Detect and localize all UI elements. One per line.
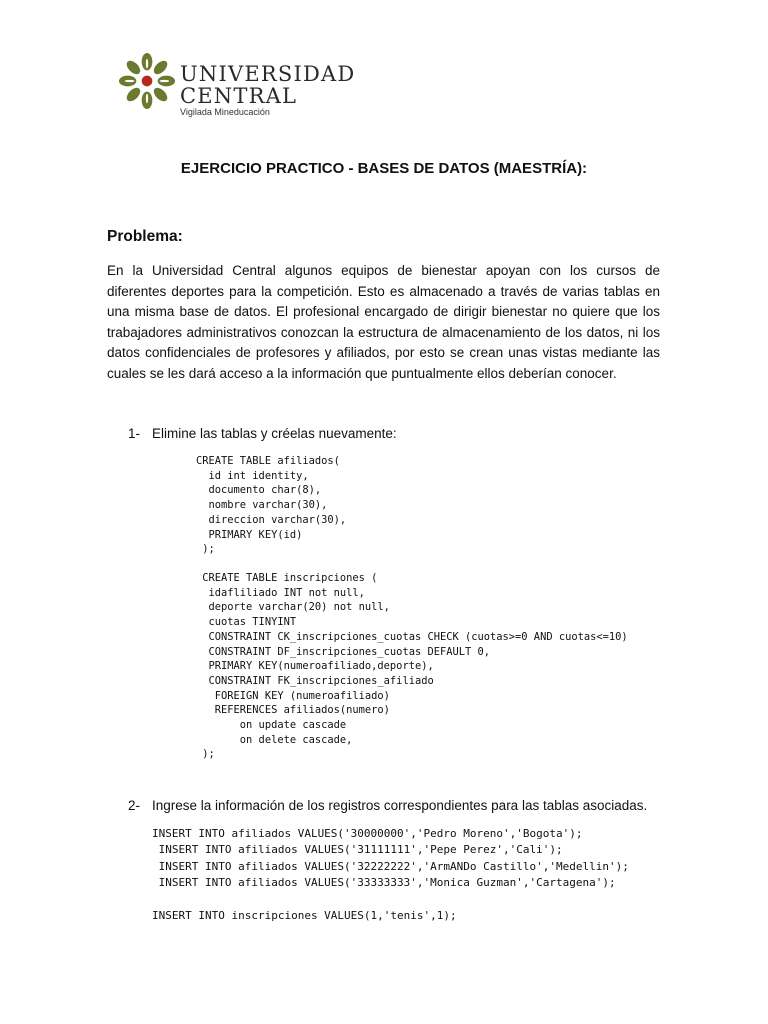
step-number: 1-	[128, 426, 141, 441]
step-text: Ingrese la información de los registros correspondientes para las tablas asociadas.	[152, 798, 648, 813]
step-2	[128, 798, 647, 813]
logo-name-line2: CENTRAL	[180, 84, 298, 108]
logo-tagline: Vigilada Mineducación	[180, 107, 270, 117]
problem-heading: Problema:	[107, 228, 183, 245]
code-block-inserts: INSERT INTO afiliados VALUES('30000000','Pedro Moreno','Bogota'); INSERT INTO afiliados VALUES('31111111','Pepe Perez','Cali'); INSERT INTO afiliados VALUES('32222222','ArmANDo Castillo','Medellin'); INSERT INTO afiliados VALUES('33333333','Monica Guzman','Cartagena'); INSERT INTO inscripciones VALUES(1,'tenis',1);	[152, 827, 629, 923]
step-1	[128, 426, 397, 441]
logo-name-line1: UNIVERSIDAD	[180, 62, 356, 86]
flower-emblem-icon	[118, 52, 176, 110]
step-text: Elimine las tablas y créelas nuevamente:	[152, 426, 397, 441]
problem-paragraph: En la Universidad Central algunos equipos de bienestar apoyan con los cursos de diferentes deportes para la competición. Esto es almacenado a través de varias tablas en una misma base de datos. El profesional encargado de dirigir bienestar no quiere que los trabajadores administrativos conozcan la estructura de almacenamiento de los datos, ni los datos confidenciales de profesores y afiliados, por esto se crean unas vistas mediante las cuales se les dará acceso a la información que puntualmente ellos deberían conocer.	[107, 263, 660, 381]
code-block-create-inscripciones: CREATE TABLE inscripciones ( idafliliado INT not null, deporte varchar(20) not null, cuotas TINYINT CONSTRAINT CK_inscripciones_cuotas CHECK (cuotas>=0 AND cuotas<=10) CONSTRAINT DF_inscripciones_cuotas DEFAULT 0, PRIMARY KEY(numeroafiliado,deporte), CONSTRAINT FK_inscripciones_afiliado FOREIGN KEY (numeroafiliado) REFERENCES afiliados(numero) on update cascade on delete cascade, );	[202, 572, 628, 761]
document-title: EJERCICIO PRACTICO - BASES DE DATOS (MAESTRÍA):	[180, 160, 588, 177]
university-logo	[118, 50, 368, 120]
step-number: 2-	[128, 798, 141, 813]
code-block-create-afiliados: CREATE TABLE afiliados( id int identity, documento char(8), nombre varchar(30), direccion varchar(30), PRIMARY KEY(id) );	[196, 455, 347, 556]
